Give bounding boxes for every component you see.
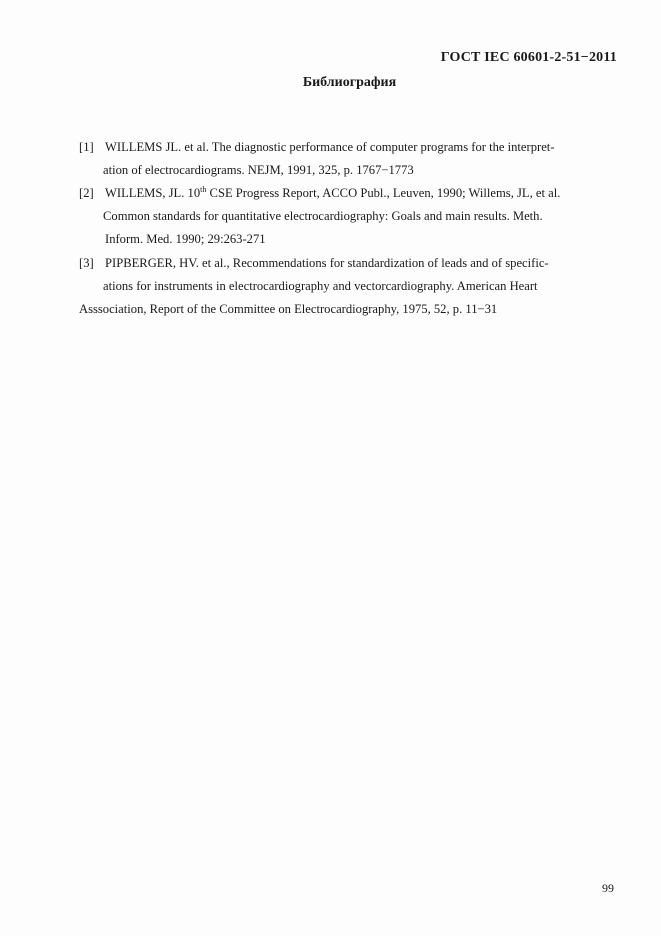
reference-item-3 [79,257,549,270]
reference-text: WILLEMS JL. et al. The diagnostic performance of computer programs for the interpret- [105,140,555,154]
reference-item-3-continuation: ations for instruments in electrocardiography and vectorcardiography. American Heart [103,279,538,293]
reference-item-2-continuation: Common standards for quantitative electrocardiography: Goals and main results. Meth. [103,209,543,223]
reference-item-1 [79,141,555,154]
reference-item-1-continuation: ation of electrocardiograms. NEJM, 1991, 325, p. 1767−1773 [103,163,414,177]
document-code: ГОСТ IEC 60601-2-51−2011 [440,50,617,65]
superscript-ordinal: th [200,185,207,194]
reference-text: WILLEMS, JL. 10 [105,186,201,200]
reference-number: [1] [79,140,94,154]
page-title: Библиография [302,75,397,90]
reference-number: [3] [79,256,94,270]
reference-text: CSE Progress Report, ACCO Publ., Leuven, 1990; Willems, JL, et al. [206,186,561,200]
reference-text: PIPBERGER, HV. et al., Recommendations for standardization of leads and of specific- [105,256,549,270]
reference-item-2 [79,187,560,200]
reference-item-3-continuation: Asssociation, Report of the Committee on Electrocardiography, 1975, 52, p. 11−31 [79,302,498,316]
page-number: 99 [602,881,614,895]
reference-item-2-continuation: Inform. Med. 1990; 29:263-271 [105,232,266,246]
reference-number: [2] [79,186,94,200]
